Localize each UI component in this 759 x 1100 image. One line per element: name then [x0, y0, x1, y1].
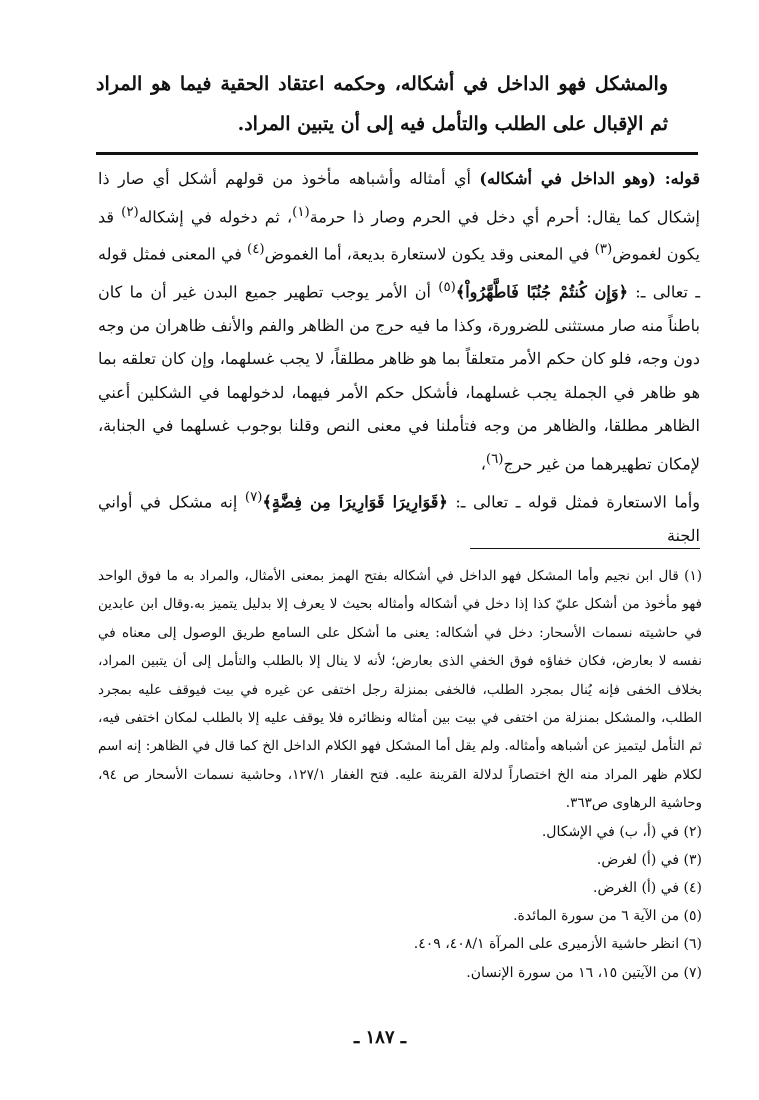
commentary-text: قد يكون لغموض — [98, 206, 700, 264]
footnotes — [98, 562, 702, 987]
commentary-text: في المعنى وقد يكون لاستعارة بديعة، أما الغموض — [264, 244, 595, 264]
main-text-divider — [96, 152, 698, 155]
footnote-ref-6[interactable]: (٦) — [485, 451, 504, 467]
commentary-text: أي أمثاله وأشباهه مأخوذ من قولهم أشكل أي صار ذا إشكال كما يقال: أحرم أي دخل في الحرم وصار ذا حرمة — [98, 169, 700, 226]
main-text — [96, 64, 668, 144]
commentary-text: ، ثم دخوله في إشكاله — [138, 206, 293, 226]
main-text-line-2: على الطلب والتأمل فيه إلى أن يتبين المراد. — [237, 113, 587, 135]
footnote-3: (٣) في (أ) لغرض. — [596, 851, 702, 868]
footnote-ref-2[interactable]: (٢) — [121, 204, 139, 220]
footnote-7: (٧) من الآيتين ١٥، ١٦ من سورة الإنسان. — [466, 964, 702, 981]
footnote-6: (٦) انظر حاشية الأزميرى على المرآة ٤٠٨/١، ٤٠٩. — [413, 936, 702, 953]
footnote-1: (١) قال ابن نجيم وأما المشكل فهو الداخل في أشكاله بفتح الهمز بمعنى الأمثال، والمراد به ما فوق الواحد فهو مأخوذ من أشكل عليّ كذا إذا دخل في أشكاله وأمثاله بحيث لا يعرف إلا بدليل يتميز به.وقال ابن عابدين في حاشيته نسمات الأسحار: دخل في أشكاله: يعنى ما أشكل على السامع طريق الوصول إلى معناه في نفسه لا بعارض، فكان خفاؤه فوق الخفي الذى بعارض؛ لأنه لا ينال إلا بالطلب والتأمل إلى أن يتبين المراد، بخلاف الخفى فإنه يُنال بمجرد الطلب، فالخفى بمنزلة رجل اختفى عن غيره في بيت فيوقف عليه بمجرد الطلب، والمشكل بمنزلة من اختفى في بيت بين أمثاله ونظائره فلا يوقف عليه إلا بالطلب لمكان اختفى فيه، ثم التأمل ليتميز عن أشباهه وأمثاله. ولم يقل أما المشكل فهو الكلام الداخل الخ كما قال في الظاهر: إنه اسم لكلام ظهر المراد منه الخ اختصاراً لدلالة القرينة عليه. فتح الغفار ١٢٧/١، وحاشية نسمات الأسحار ص ٩٤، وحاشية الرهاوى ص٣٦٣. — [98, 568, 702, 812]
footnote-2: (٢) في (أ، ب) في الإشكال. — [541, 823, 702, 840]
main-text-line-1: والمشكل فهو الداخل في أشكاله، وحكمه اعتقاد الحقية فيما هو المراد ثم الإقبال — [96, 73, 668, 135]
quran-verse-2: ﴿قَوَارِيرَا قَوَارِيرَا مِن فِضَّةٍ﴾ — [262, 492, 448, 512]
footnote-ref-3[interactable]: (٣) — [594, 242, 613, 258]
footnote-ref-7[interactable]: (٧) — [244, 489, 263, 505]
commentary-paragraph-1 — [98, 162, 700, 481]
quran-verse-1: ﴿وَإِن كُنتُمْ جُنُبًا فَاطَّهَّرُواْ﴾ — [455, 282, 628, 302]
commentary-text: ، — [480, 454, 486, 474]
commentary-text: أن الأمر يوجب تطهير جميع البدن غير أن ما كان باطناً منه صار مستثنى للضرورة، وكذا ما فيه حرج من الظاهر والفم والأنف ظاهران من وجه دون وجه، فلو كان حكم الأمر متعلقاً بما هو ظاهر مطلقاً، لا يجب غسلهما، وإن كان تعلقه بما هو ظاهر في الجملة يجب غسلهما، فأشكل حكم الأمر فيهما، لدخولهما في الشكلين أعني الظاهر مطلقا، والظاهر من وجه فتأملنا في معنى النص وقلنا بوجوب غسلهما في الجنابة، لإمكان تطهيرهما من غير حرج — [98, 282, 700, 474]
footnote-ref-4[interactable]: (٤) — [247, 242, 265, 258]
footnote-5: (٥) من الآية ٦ من سورة المائدة. — [513, 908, 702, 925]
footnote-ref-5[interactable]: (٥) — [438, 280, 456, 296]
footnote-ref-1[interactable]: (١) — [292, 204, 310, 220]
commentary-lead: قوله: (وهو الداخل في أشكاله) — [479, 169, 700, 188]
commentary-text: وأما الاستعارة فمثل قوله ـ تعالى ـ: — [447, 492, 701, 512]
commentary-paragraph-2 — [98, 481, 700, 552]
footnote-divider — [470, 548, 700, 549]
page-number: ـ ١٨٧ ـ — [353, 1027, 407, 1048]
footnote-4: (٤) في (أ) الغرض. — [593, 880, 702, 897]
commentary — [98, 162, 700, 552]
commentary-text: إنه مشكل في أواني الجنة — [98, 492, 700, 545]
commentary-text: في المعنى فمثل قوله ـ تعالى ـ: — [98, 244, 701, 302]
